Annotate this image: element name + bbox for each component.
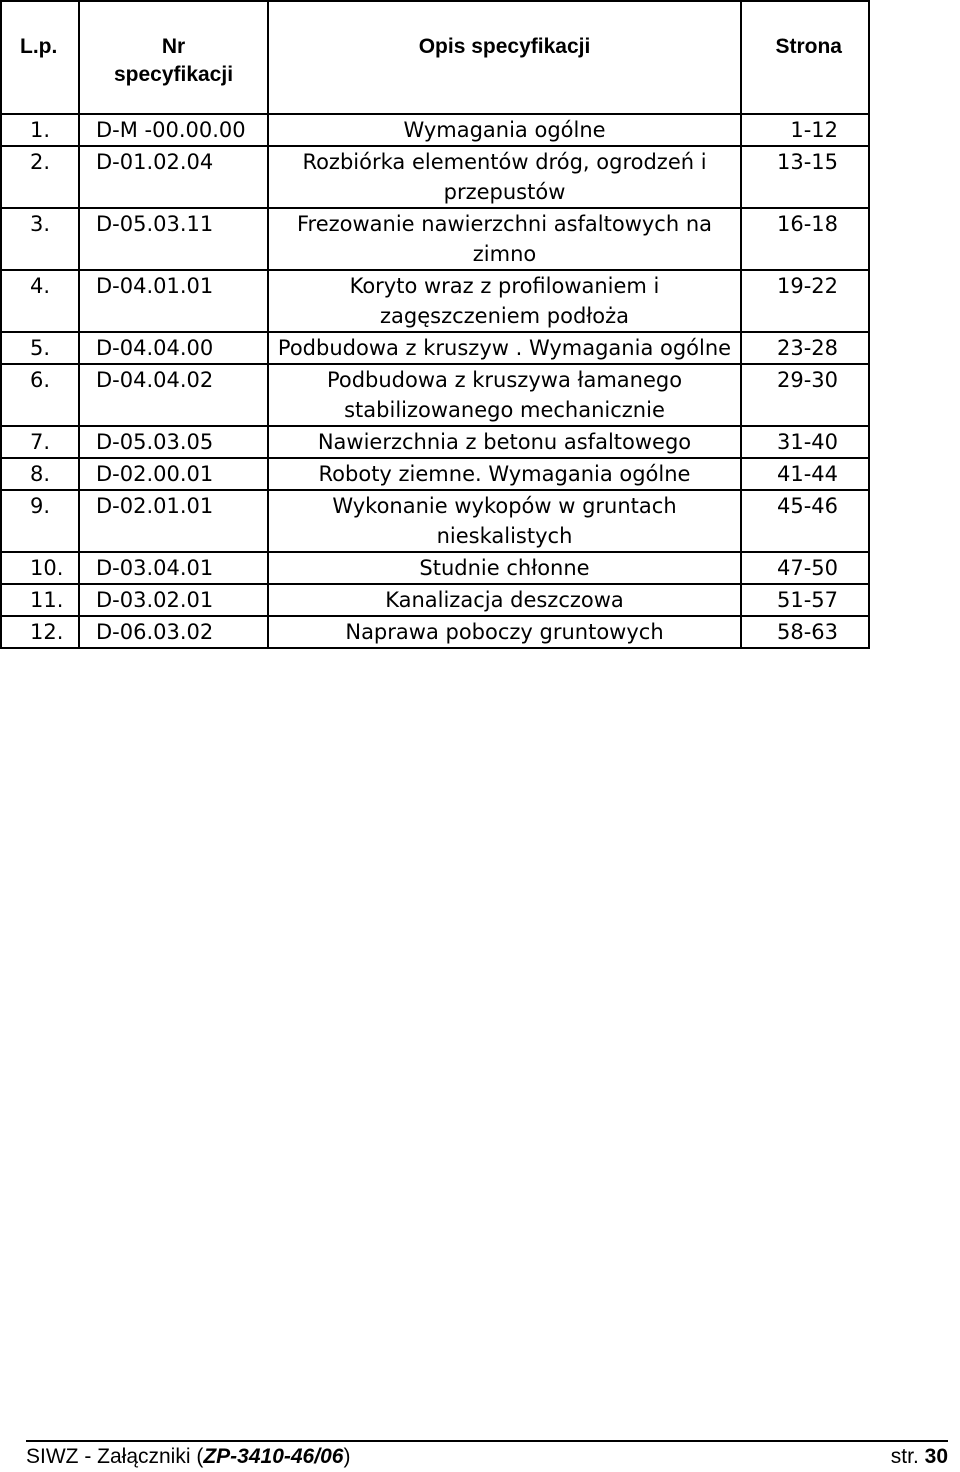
cell-lp: 10. [1, 552, 79, 584]
cell-nr: D-05.03.11 [79, 208, 268, 270]
footer-prefix: SIWZ - Załączniki ( [26, 1445, 204, 1468]
cell-page: 19-22 [741, 270, 869, 332]
cell-lp: 4. [1, 270, 79, 332]
header-desc: Opis specyfikacji [268, 1, 741, 114]
table-body [1, 114, 869, 648]
header-lp: L.p. [1, 1, 79, 114]
cell-page: 45-46 [741, 490, 869, 552]
cell-lp: 8. [1, 458, 79, 490]
cell-description: Podbudowa z kruszyw . Wymagania ogólne [268, 332, 741, 364]
header-nr: Nr specyfikacji [79, 1, 268, 114]
cell-lp: 11. [1, 584, 79, 616]
table-row [1, 270, 869, 332]
table-row [1, 584, 869, 616]
specification-table [0, 0, 870, 649]
cell-nr: D-05.03.05 [79, 426, 268, 458]
footer-page-label: str. [890, 1445, 919, 1468]
cell-page: 29-30 [741, 364, 869, 426]
table-row [1, 426, 869, 458]
cell-lp: 5. [1, 332, 79, 364]
cell-description: Rozbiórka elementów dróg, ogrodzeń i przepustów [268, 146, 741, 208]
table-row [1, 458, 869, 490]
cell-page: 41-44 [741, 458, 869, 490]
cell-lp: 7. [1, 426, 79, 458]
cell-lp: 9. [1, 490, 79, 552]
cell-description: Koryto wraz z profilowaniem i zagęszczeniem podłoża [268, 270, 741, 332]
cell-description: Studnie chłonne [268, 552, 741, 584]
cell-nr: D-06.03.02 [79, 616, 268, 648]
cell-lp: 6. [1, 364, 79, 426]
table-row [1, 552, 869, 584]
cell-description: Roboty ziemne. Wymagania ogólne [268, 458, 741, 490]
footer-code: ZP-3410-46/06 [203, 1445, 344, 1468]
table-row [1, 616, 869, 648]
cell-lp: 2. [1, 146, 79, 208]
cell-page: 31-40 [741, 426, 869, 458]
table-row [1, 490, 869, 552]
footer-page-value: 30 [924, 1445, 948, 1468]
cell-description: Wykonanie wykopów w gruntach nieskalistych [268, 490, 741, 552]
cell-page: 13-15 [741, 146, 869, 208]
cell-nr: D-01.02.04 [79, 146, 268, 208]
cell-description: Wymagania ogólne [268, 114, 741, 146]
cell-nr: D-02.00.01 [79, 458, 268, 490]
footer-suffix: ) [343, 1445, 351, 1468]
cell-page: 23-28 [741, 332, 869, 364]
cell-nr: D-04.04.02 [79, 364, 268, 426]
cell-nr: D-04.01.01 [79, 270, 268, 332]
table-row [1, 364, 869, 426]
cell-nr: D-04.04.00 [79, 332, 268, 364]
cell-description: Naprawa poboczy gruntowych [268, 616, 741, 648]
table-row [1, 208, 869, 270]
cell-nr: D-M -00.00.00 [79, 114, 268, 146]
cell-lp: 1. [1, 114, 79, 146]
header-page: Strona [741, 1, 869, 114]
cell-page: 16-18 [741, 208, 869, 270]
cell-description: Nawierzchnia z betonu asfaltowego [268, 426, 741, 458]
cell-lp: 12. [1, 616, 79, 648]
cell-lp: 3. [1, 208, 79, 270]
table-row [1, 146, 869, 208]
cell-description: Kanalizacja deszczowa [268, 584, 741, 616]
footer-page-number [891, 1442, 948, 1472]
cell-nr: D-03.04.01 [79, 552, 268, 584]
cell-description: Podbudowa z kruszywa łamanego stabilizowanego mechanicznie [268, 364, 741, 426]
page-footer [26, 1440, 948, 1468]
footer-document-ref [26, 1442, 350, 1472]
cell-page: 1-12 [741, 114, 869, 146]
cell-nr: D-03.02.01 [79, 584, 268, 616]
table-row [1, 332, 869, 364]
cell-page: 47-50 [741, 552, 869, 584]
cell-page: 58-63 [741, 616, 869, 648]
cell-page: 51-57 [741, 584, 869, 616]
table-row [1, 114, 869, 146]
table-header-row [1, 1, 869, 114]
cell-nr: D-02.01.01 [79, 490, 268, 552]
cell-description: Frezowanie nawierzchni asfaltowych na zimno [268, 208, 741, 270]
